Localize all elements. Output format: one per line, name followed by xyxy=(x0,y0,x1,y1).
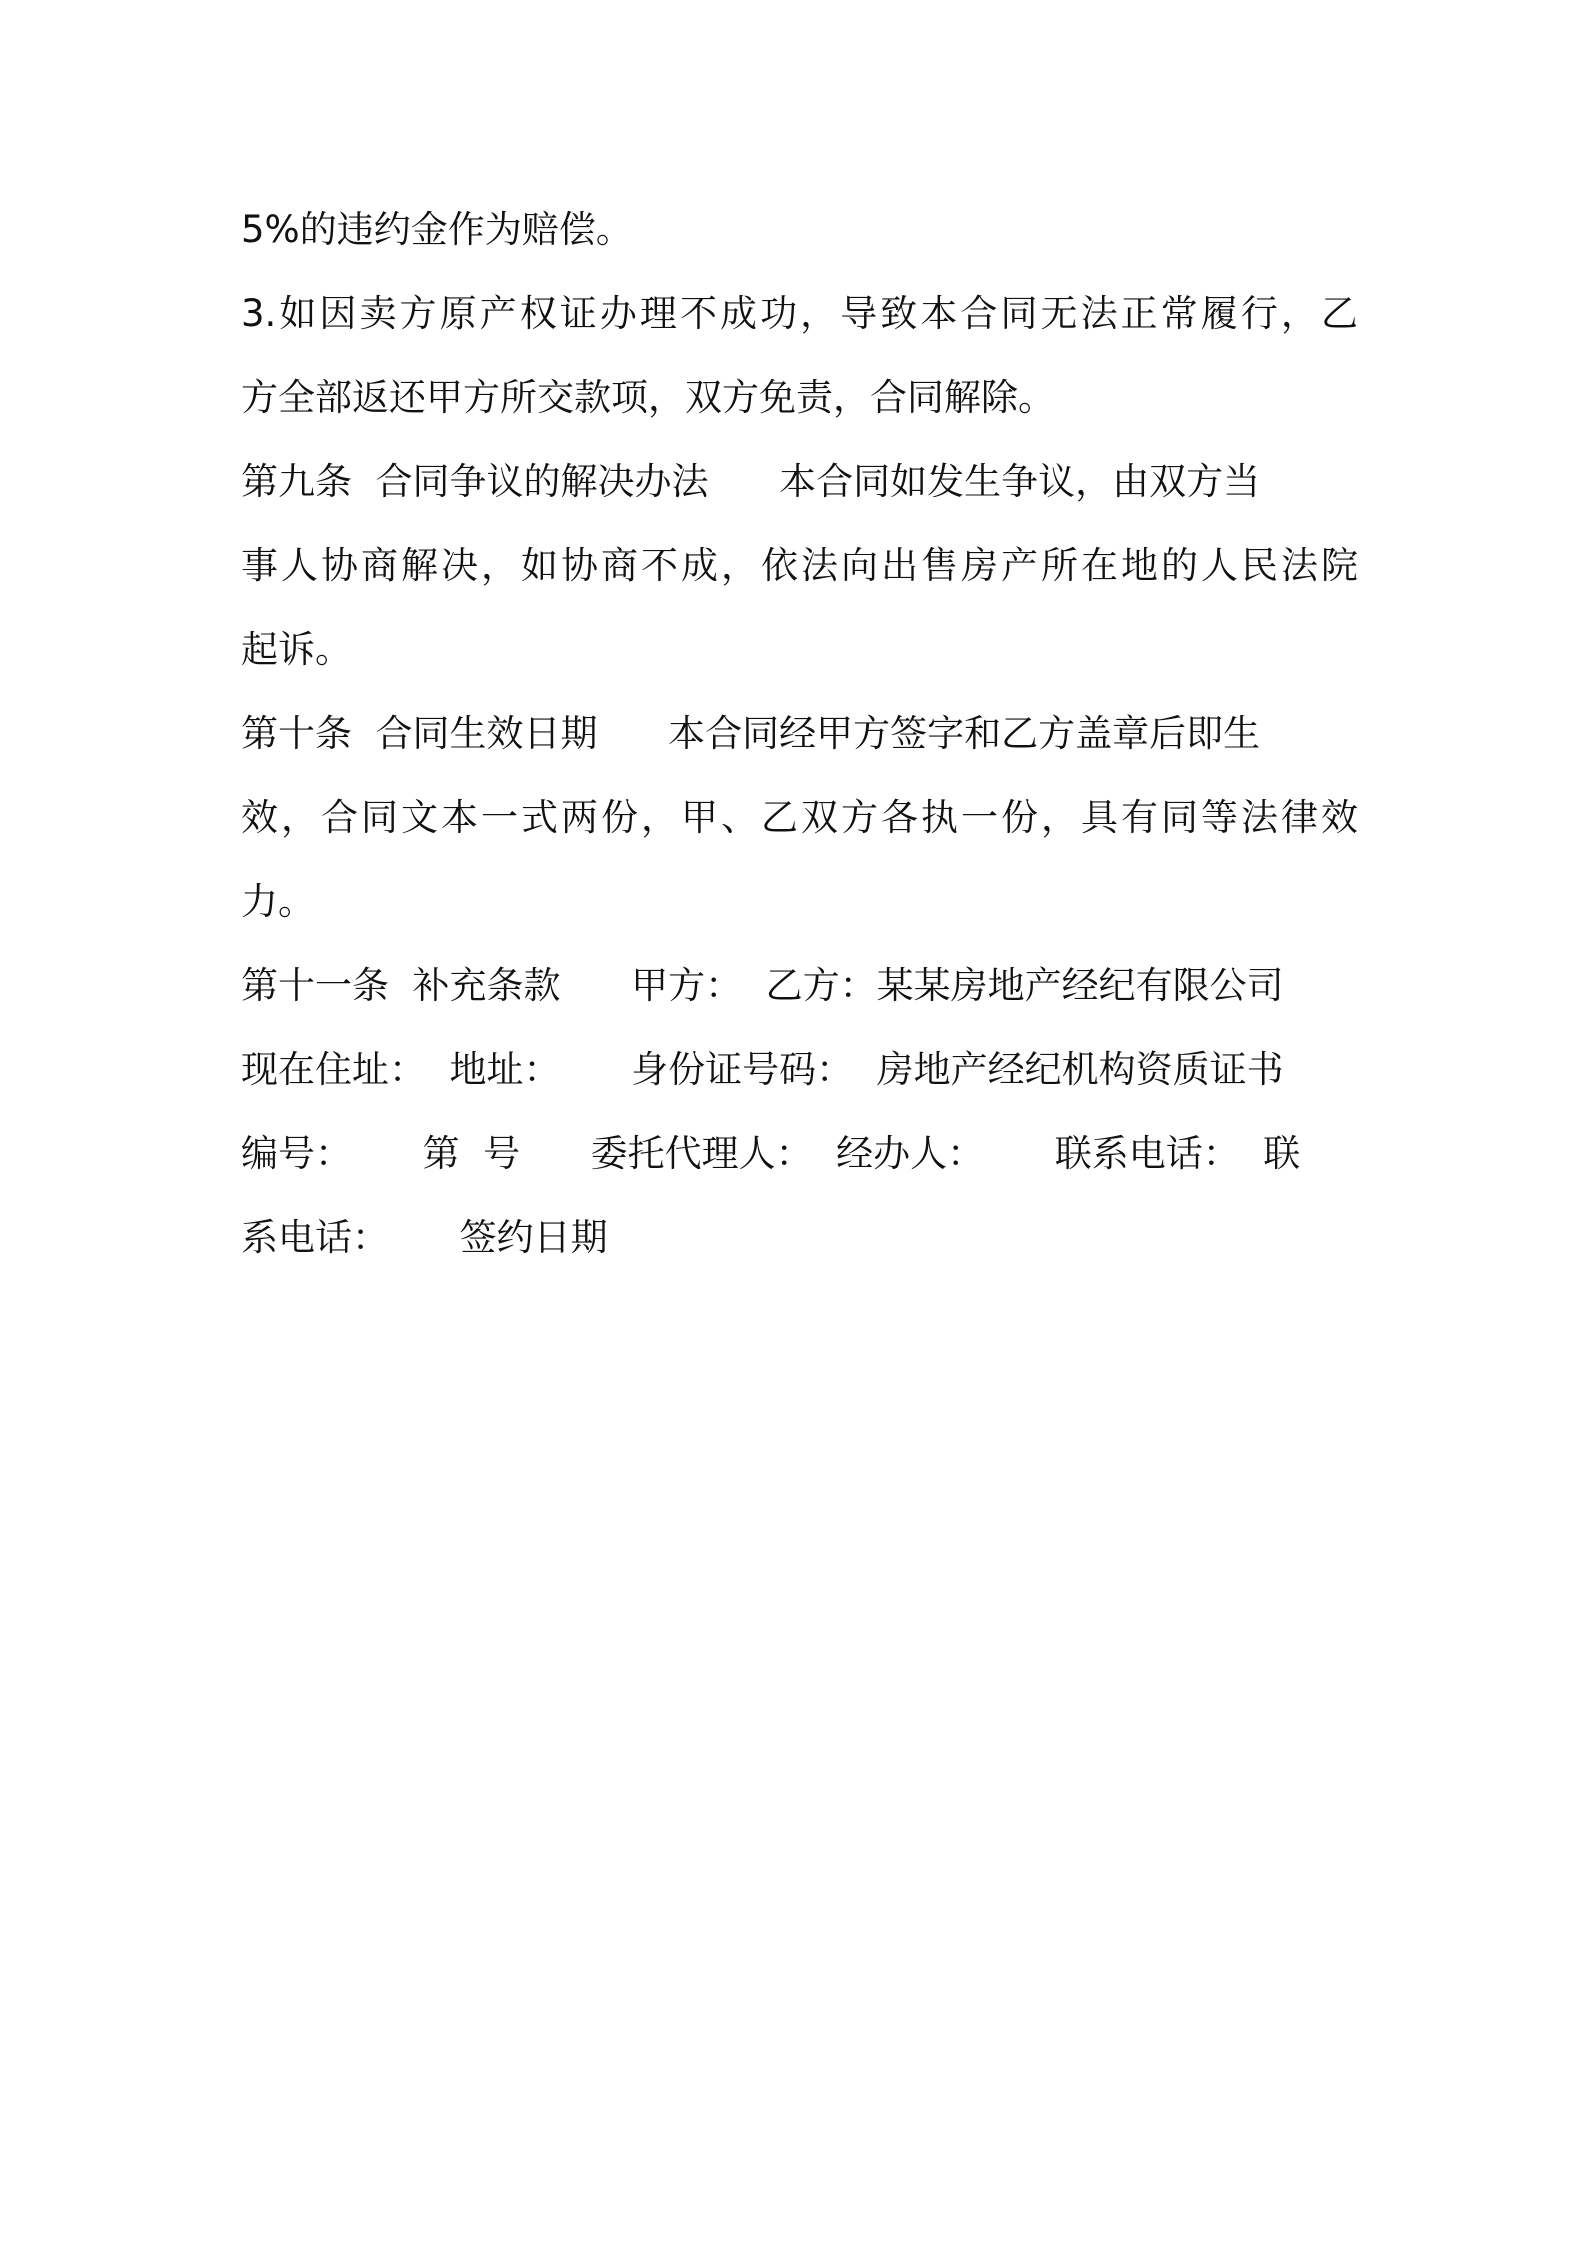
article-10-heading-line: 第十条 合同生效日期 本合同经甲方签字和乙方盖章后即生 xyxy=(241,712,1261,755)
document-body xyxy=(241,188,1358,1280)
body-line-1: 5%的违约金作为赔偿。 xyxy=(241,208,633,251)
body-line-2: 3.如因卖方原产权证办理不成功，导致本合同无法正常履行，乙 xyxy=(241,292,1358,335)
body-line-8: 效，合同文本一式两份，甲、乙双方各执一份，具有同等法律效 xyxy=(241,796,1358,839)
signature-fields-line-1: 现在住址： 地址： 身份证号码： 房地产经纪机构资质证书 xyxy=(241,1048,1284,1091)
body-line-5: 事人协商解决，如协商不成，依法向出售房产所在地的人民法院 xyxy=(241,544,1358,587)
article-11-heading-line: 第十一条 补充条款 甲方： 乙方：某某房地产经纪有限公司 xyxy=(241,964,1284,1007)
signature-fields-line-2: 编号： 第 号 委托代理人： 经办人： 联系电话： 联 xyxy=(241,1132,1301,1175)
signature-fields-line-3: 系电话： 签约日期 xyxy=(241,1216,608,1259)
body-line-9: 力。 xyxy=(241,880,315,923)
article-9-heading-line: 第九条 合同争议的解决办法 本合同如发生争议，由双方当 xyxy=(241,460,1261,503)
body-line-6: 起诉。 xyxy=(241,628,352,671)
body-line-3: 方全部返还甲方所交款项，双方免责，合同解除。 xyxy=(241,376,1055,419)
